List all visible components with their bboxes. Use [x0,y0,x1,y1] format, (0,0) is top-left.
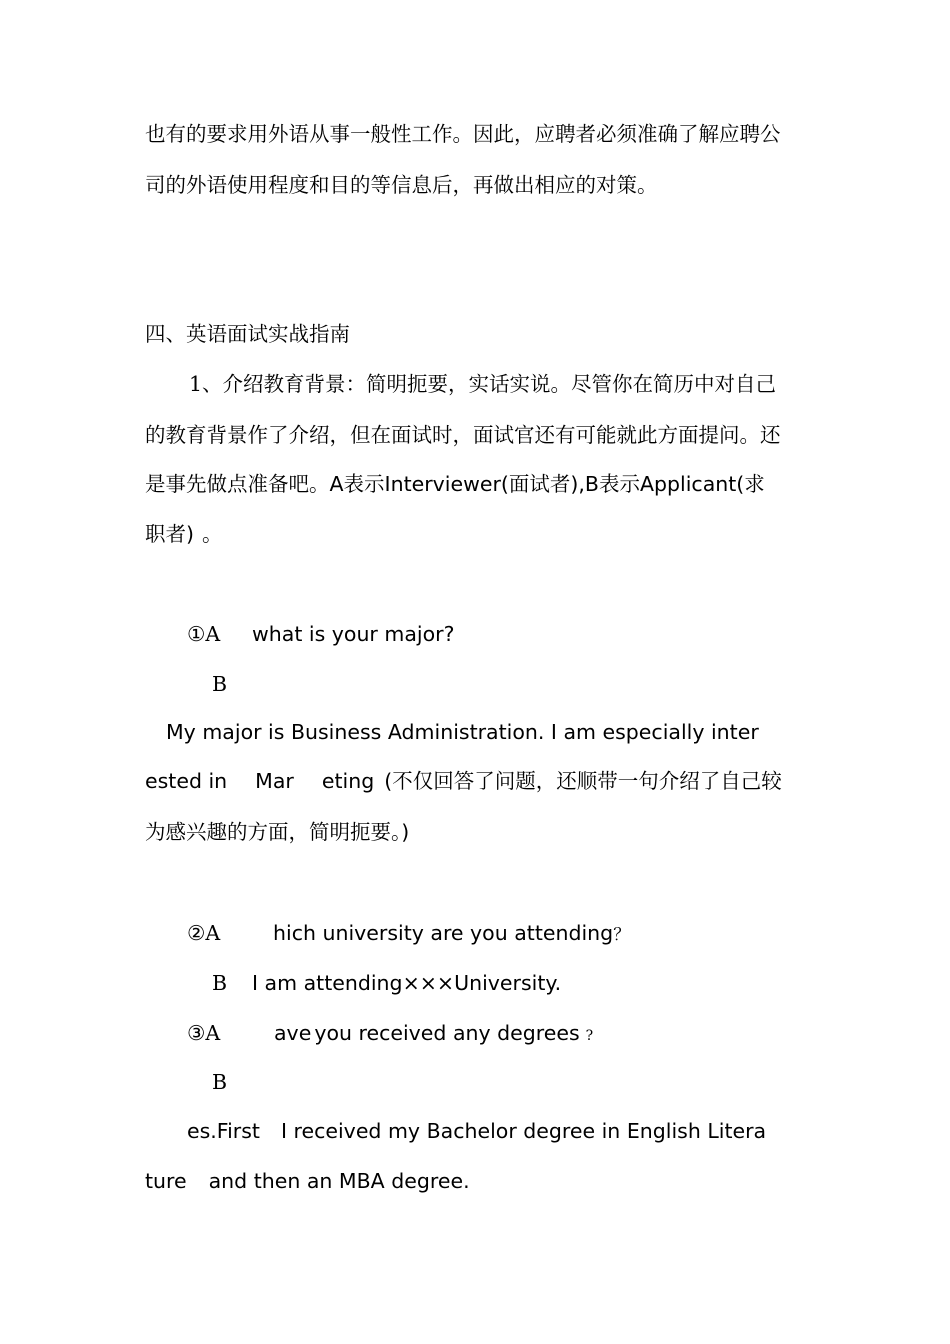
intro-line: 1、介绍教育背景：简明扼要，实话实说。尽管你在简历中对自己 [189,372,777,396]
answer-text: ) [401,820,410,844]
question-mark: ? [585,1028,594,1044]
intro-line [145,524,223,546]
answer-text: Mar [255,769,294,793]
intro-text: 表示 [343,472,385,496]
intro-text: 求 [744,472,765,496]
question-text [274,1023,593,1045]
answer-text: 为感兴趣的方面，简明扼要。 [145,820,402,844]
question-text-main: you received any degrees [314,1021,580,1045]
intro-text: 表示 [598,472,640,496]
intro-line: 的教育背景作了介绍，但在面试时，面试官还有可能就此方面提问。还 [145,423,781,447]
section-heading: 四、英语面试实战指南 [145,322,350,346]
intro-text: A [329,472,344,496]
answer-text: I received my Bachelor degree in English Litera [280,1119,767,1143]
answer-text: ( [384,769,393,793]
answer-line [145,822,409,844]
intro-text: ) [186,522,194,546]
answer-marker: B [212,1070,228,1094]
answer-line [145,1171,470,1193]
question-text [273,923,630,945]
intro-text: 是事先做点准备吧。 [145,472,330,496]
intro-text: 面试者 [508,472,571,496]
answer-text: eting [321,769,375,793]
intro-text: ),B [570,472,599,496]
answer-marker: B [212,672,228,696]
question-marker: ①A [187,622,221,646]
paragraph-line: 司的外语使用程度和目的等信息后，再做出相应的对策。 [145,173,658,197]
answer-text: ture [145,1169,187,1193]
answer-text: I am attending×××University. [252,971,562,995]
answer-marker: B [212,971,228,995]
question-marker: ③A [187,1021,221,1045]
question-text-main: ave [274,1021,312,1045]
intro-text: 职者 [145,522,186,546]
intro-text: Applicant( [639,472,745,496]
question-text: what is your major? [252,622,455,646]
question-text-main: hich university are you attending [273,921,614,945]
paragraph-line: 也有的要求用外语从事一般性工作。因此，应聘者必须准确了解应聘公 [145,122,781,146]
answer-text: ested in [145,769,228,793]
answer-text: es.First [187,1119,260,1143]
intro-text: 。 [202,522,223,546]
answer-text: 不仅回答了问题，还顺带一句介绍了自己较 [392,769,782,793]
answer-line: My major is Business Administration. I am especially inter [166,720,759,744]
answer-line [145,771,782,793]
answer-text: and then an MBA degree. [208,1169,470,1193]
intro-line [145,474,765,496]
intro-text: Interviewer( [384,472,509,496]
answer-line [187,1121,766,1143]
question-marker: ②A [187,921,221,945]
question-mark: ？ [613,925,631,945]
